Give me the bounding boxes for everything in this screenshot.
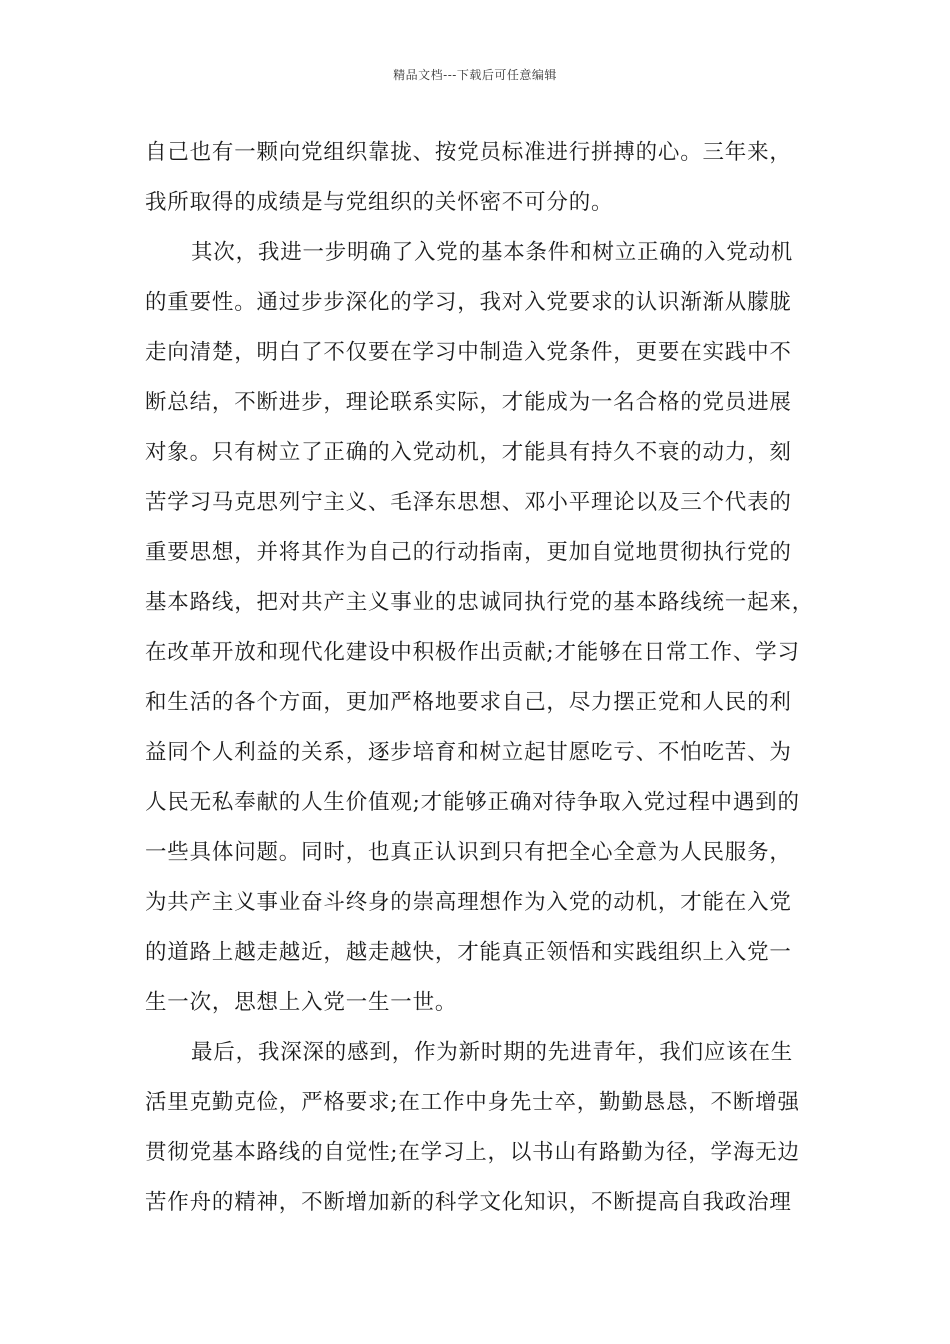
text-line: 益同个人利益的关系，逐步培育和树立起甘愿吃亏、不怕吃苦、为 — [145, 740, 792, 765]
text-line: 苦学习马克思列宁主义、毛泽东思想、邓小平理论以及三个代表的 — [145, 490, 792, 515]
document-body — [145, 128, 825, 1228]
text-line: 走向清楚，明白了不仅要在学习中制造入党条件，更要在实践中不 — [145, 340, 792, 365]
text-line: 的道路上越走越近，越走越快，才能真正领悟和实践组织上入党一 — [145, 940, 792, 965]
paragraph-first-line: 其次，我进一步明确了入党的基本条件和树立正确的入党动机 — [191, 240, 794, 265]
text-line: 生一次，思想上入党一生一世。 — [145, 990, 458, 1015]
text-line: 基本路线，把对共产主义事业的忠诚同执行党的基本路线统一起来， — [145, 590, 815, 615]
paragraph-first-line: 最后，我深深的感到，作为新时期的先进青年，我们应该在生 — [191, 1040, 794, 1065]
text-line: 对象。只有树立了正确的入党动机，才能具有持久不衰的动力，刻 — [145, 440, 792, 465]
text-line: 我所取得的成绩是与党组织的关怀密不可分的。 — [145, 190, 614, 215]
text-line: 在改革开放和现代化建设中积极作出贡献;才能够在日常工作、学习 — [145, 640, 800, 665]
text-line: 为共产主义事业奋斗终身的崇高理想作为入党的动机，才能在入党 — [145, 890, 792, 915]
text-line: 重要思想，并将其作为自己的行动指南，更加自觉地贯彻执行党的 — [145, 540, 792, 565]
text-line: 自己也有一颗向党组织靠拢、按党员标准进行拼搏的心。三年来， — [145, 140, 792, 165]
text-line: 贯彻党基本路线的自觉性;在学习上，以书山有路勤为径，学海无边 — [145, 1140, 800, 1165]
text-line: 人民无私奉献的人生价值观;才能够正确对待争取入党过程中遇到的 — [145, 790, 800, 815]
text-line: 活里克勤克俭，严格要求;在工作中身先士卒，勤勤恳恳，不断增强 — [145, 1090, 800, 1115]
text-line: 的重要性。通过步步深化的学习，我对入党要求的认识渐渐从朦胧 — [145, 290, 792, 315]
text-line: 苦作舟的精神，不断增加新的科学文化知识，不断提高自我政治理 — [145, 1190, 792, 1215]
text-line: 断总结，不断进步，理论联系实际，才能成为一名合格的党员进展 — [145, 390, 792, 415]
page-header: 精品文档---下载后可任意编辑 — [393, 68, 557, 82]
text-line: 一些具体问题。同时，也真正认识到只有把全心全意为人民服务， — [145, 840, 792, 865]
text-line: 和生活的各个方面，更加严格地要求自己，尽力摆正党和人民的利 — [145, 690, 792, 715]
